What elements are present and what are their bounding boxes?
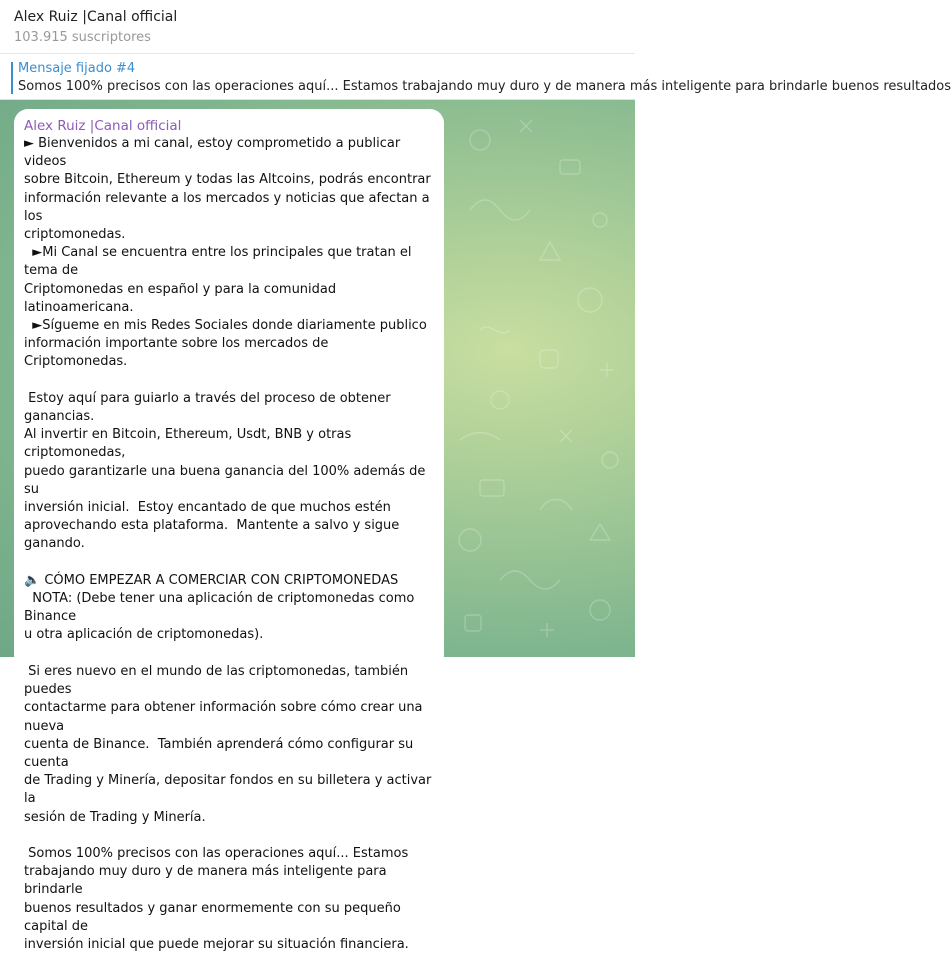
message-bubble[interactable] [14,109,444,952]
pinned-accent-bar [11,62,13,94]
channel-title[interactable]: Alex Ruiz |Canal official [14,9,178,25]
pinned-message-title[interactable]: Mensaje fijado #4 [18,61,136,76]
pinned-message-bar[interactable] [0,54,951,100]
chat-header[interactable] [0,0,635,54]
subscriber-count: 103.915 suscriptores [14,30,151,45]
pinned-message-text[interactable]: Somos 100% precisos con las operaciones aquí... Estamos trabajando muy duro y de manera más inteligente para brindarle buenos resultados [18,79,951,94]
message-text: ► Bienvenidos a mi canal, estoy comprometido a publicar videos sobre Bitcoin, Ethereum y todas las Altcoins, podrás encontrar información relevante a los mercados y noticias que afectan a los criptomonedas. ►Mi Canal se encuentra entre los principales que tratan el tema de Criptomonedas en español y para la comunidad latinoamericana. ►Sígueme en mis Redes Sociales donde diariamente publico información importante sobre los mercados de Criptomonedas. Estoy aquí para guiarlo a través del proceso de obtener ganancias. Al invertir en Bitcoin, Ethereum, Usdt, BNB y otras criptomonedas, puedo garantizarle una buena ganancia del 100% además de su inversión inicial. Estoy encantado de que muchos estén aprovechando esta plataforma. Mantente a salvo y sigue ganando. 🔈 CÓMO EMPEZAR A COMERCIAR CON CRIPTOMONEDAS NOTA: (Debe tener una aplicación de criptomonedas como Binance u otra aplicación de criptomonedas). Si eres nuevo en el mundo de las criptomonedas, también puedes contactarme para obtener información sobre cómo crear una nueva cuenta de Binance. También aprenderá cómo configurar su cuenta de Trading y Minería, depositar fondos en su billetera y activar la sesión de Trading y Minería. Somos 100% precisos con las operaciones aquí... Estamos trabajando muy duro y de manera más inteligente para brindarle buenos resultados y ganar enormemente con su pequeño capital de inversión inicial que puede mejorar su situación financiera. [24,136,432,952]
message-sender[interactable]: Alex Ruiz |Canal official [24,118,182,134]
chat-area[interactable] [0,100,635,952]
